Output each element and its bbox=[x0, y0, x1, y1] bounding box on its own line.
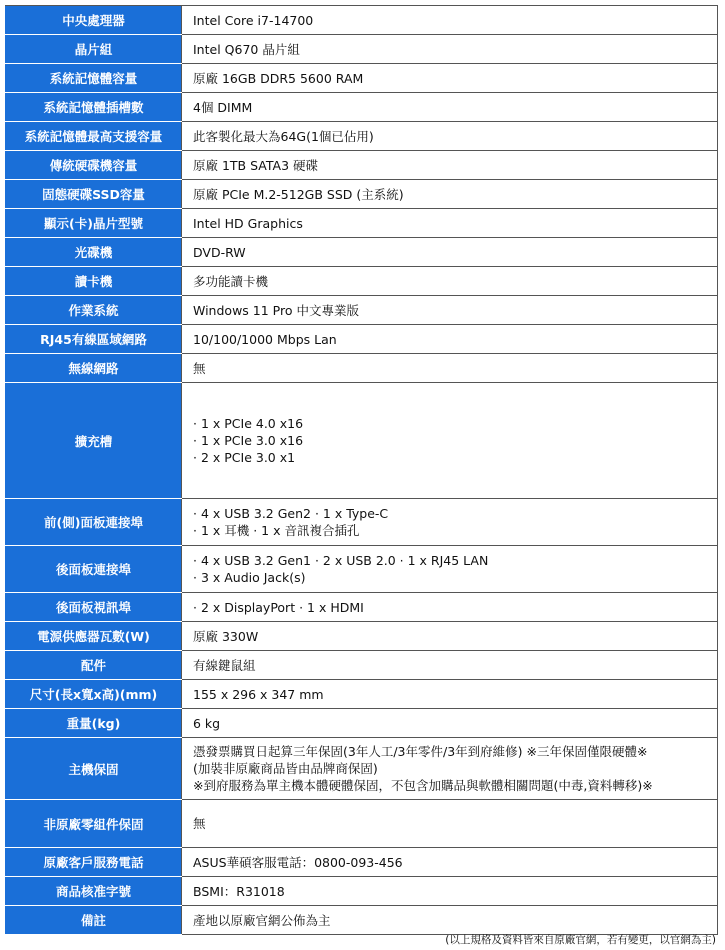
spec-value bbox=[182, 680, 718, 709]
spec-row bbox=[6, 546, 718, 593]
spec-value-line: ASUS華碩客服電話：0800-093-456 bbox=[193, 854, 403, 870]
spec-value bbox=[182, 651, 718, 680]
spec-label: 電源供應器瓦數(W) bbox=[6, 622, 182, 651]
spec-row bbox=[6, 680, 718, 709]
spec-row bbox=[6, 122, 718, 151]
spec-value-line: 155 x 296 x 347 mm bbox=[193, 686, 324, 702]
spec-row bbox=[6, 383, 718, 499]
spec-label: 讀卡機 bbox=[6, 267, 182, 296]
spec-row bbox=[6, 325, 718, 354]
spec-label: 系統記憶體最高支援容量 bbox=[6, 122, 182, 151]
spec-row bbox=[6, 6, 718, 35]
spec-value-line: · 1 x PCIe 4.0 x16 bbox=[193, 416, 304, 431]
spec-value-line: · 1 x 耳機 · 1 x 音訊複合插孔 bbox=[193, 523, 360, 538]
spec-value bbox=[182, 64, 718, 93]
spec-value-line: · 3 x Audio Jack(s) bbox=[193, 570, 306, 585]
spec-label: 前(側)面板連接埠 bbox=[6, 499, 182, 546]
spec-value bbox=[182, 546, 718, 593]
spec-value-line: 無 bbox=[193, 360, 206, 376]
spec-label: 重量(kg) bbox=[6, 709, 182, 738]
spec-value-line: Intel Core i7-14700 bbox=[193, 12, 314, 28]
spec-row bbox=[6, 877, 718, 906]
spec-value bbox=[182, 267, 718, 296]
spec-value-line: BSMI：R31018 bbox=[193, 883, 285, 899]
spec-label: 作業系統 bbox=[6, 296, 182, 325]
spec-label: 配件 bbox=[6, 651, 182, 680]
spec-value-line: 無 bbox=[193, 816, 206, 831]
spec-label: 固態硬碟SSD容量 bbox=[6, 180, 182, 209]
spec-value-line: DVD-RW bbox=[193, 244, 246, 260]
spec-value-line: Intel HD Graphics bbox=[193, 215, 303, 231]
spec-value bbox=[182, 151, 718, 180]
spec-value bbox=[182, 93, 718, 122]
spec-value-line: 10/100/1000 Mbps Lan bbox=[193, 331, 337, 347]
spec-value-line: 原廠 PCIe M.2-512GB SSD (主系統) bbox=[193, 186, 404, 202]
spec-value-line: 有線鍵鼠組 bbox=[193, 657, 256, 673]
spec-value bbox=[182, 800, 718, 848]
spec-value bbox=[182, 325, 718, 354]
spec-label: 無線網路 bbox=[6, 354, 182, 383]
spec-value-line: Windows 11 Pro 中文專業版 bbox=[193, 302, 359, 318]
spec-table-body bbox=[6, 6, 718, 935]
spec-value bbox=[182, 848, 718, 877]
spec-value-line: 此客製化最大為64G(1個已佔用) bbox=[193, 128, 374, 144]
spec-row bbox=[6, 354, 718, 383]
spec-row bbox=[6, 209, 718, 238]
spec-row bbox=[6, 622, 718, 651]
spec-value-line: 原廠 330W bbox=[193, 628, 259, 644]
footnote: (以上規格及資料皆來自原廠官網，若有變更，以官網為主) bbox=[445, 934, 716, 946]
spec-label: 系統記憶體容量 bbox=[6, 64, 182, 93]
spec-label: RJ45有線區域網路 bbox=[6, 325, 182, 354]
spec-value-line: ※到府服務為單主機本體硬體保固，不包含加購品與軟體相關問題(中毒,資料轉移)※ bbox=[193, 778, 653, 793]
spec-row bbox=[6, 151, 718, 180]
spec-row bbox=[6, 499, 718, 546]
spec-row bbox=[6, 738, 718, 800]
spec-row bbox=[6, 180, 718, 209]
spec-value bbox=[182, 354, 718, 383]
spec-value bbox=[182, 383, 718, 499]
spec-value-line: · 2 x PCIe 3.0 x1 bbox=[193, 450, 296, 465]
spec-row bbox=[6, 848, 718, 877]
spec-value bbox=[182, 122, 718, 151]
spec-label: 擴充槽 bbox=[6, 383, 182, 499]
spec-value-line: 6 kg bbox=[193, 715, 221, 731]
spec-row bbox=[6, 35, 718, 64]
spec-row bbox=[6, 267, 718, 296]
spec-value bbox=[182, 593, 718, 622]
spec-label: 尺寸(長x寬x高)(mm) bbox=[6, 680, 182, 709]
spec-table bbox=[5, 5, 718, 935]
spec-label: 中央處理器 bbox=[6, 6, 182, 35]
spec-label: 晶片組 bbox=[6, 35, 182, 64]
spec-label: 非原廠零組件保固 bbox=[6, 800, 182, 848]
spec-label: 系統記憶體插槽數 bbox=[6, 93, 182, 122]
spec-row bbox=[6, 709, 718, 738]
spec-label: 備註 bbox=[6, 906, 182, 935]
spec-value-line: 原廠 16GB DDR5 5600 RAM bbox=[193, 70, 364, 86]
spec-value bbox=[182, 209, 718, 238]
spec-label: 商品核准字號 bbox=[6, 877, 182, 906]
spec-value-line: · 2 x DisplayPort · 1 x HDMI bbox=[193, 599, 364, 615]
spec-value-line: 憑發票購買日起算三年保固(3年人工/3年零件/3年到府維修) ※三年保固僅限硬體※ bbox=[193, 744, 648, 759]
spec-row bbox=[6, 238, 718, 267]
spec-row bbox=[6, 93, 718, 122]
spec-row bbox=[6, 296, 718, 325]
spec-value bbox=[182, 877, 718, 906]
spec-label: 後面板連接埠 bbox=[6, 546, 182, 593]
spec-label: 傳統硬碟機容量 bbox=[6, 151, 182, 180]
spec-row bbox=[6, 593, 718, 622]
spec-value bbox=[182, 35, 718, 64]
spec-value-line: · 4 x USB 3.2 Gen2 · 1 x Type-C bbox=[193, 506, 389, 521]
spec-label: 主機保固 bbox=[6, 738, 182, 800]
spec-value-line: 4個 DIMM bbox=[193, 99, 253, 115]
spec-value bbox=[182, 6, 718, 35]
spec-value-line: · 1 x PCIe 3.0 x16 bbox=[193, 433, 304, 448]
spec-row bbox=[6, 906, 718, 935]
spec-value-line: 多功能讀卡機 bbox=[193, 273, 269, 289]
spec-row bbox=[6, 800, 718, 848]
spec-value-line: (加裝非原廠商品皆由品牌商保固) bbox=[193, 761, 378, 776]
spec-value bbox=[182, 238, 718, 267]
spec-value bbox=[182, 709, 718, 738]
spec-row bbox=[6, 651, 718, 680]
spec-value-line: Intel Q670 晶片組 bbox=[193, 41, 300, 57]
spec-label: 後面板視訊埠 bbox=[6, 593, 182, 622]
spec-value-line: 原廠 1TB SATA3 硬碟 bbox=[193, 157, 319, 173]
spec-value bbox=[182, 622, 718, 651]
spec-value-line: · 4 x USB 3.2 Gen1 · 2 x USB 2.0 · 1 x RJ45 LAN bbox=[193, 553, 489, 568]
spec-label: 顯示(卡)晶片型號 bbox=[6, 209, 182, 238]
spec-value bbox=[182, 180, 718, 209]
spec-value bbox=[182, 738, 718, 800]
spec-value-line: 產地以原廠官網公佈為主 bbox=[193, 912, 331, 928]
spec-value bbox=[182, 906, 718, 935]
spec-row bbox=[6, 64, 718, 93]
spec-value bbox=[182, 296, 718, 325]
spec-value bbox=[182, 499, 718, 546]
spec-label: 光碟機 bbox=[6, 238, 182, 267]
spec-label: 原廠客戶服務電話 bbox=[6, 848, 182, 877]
